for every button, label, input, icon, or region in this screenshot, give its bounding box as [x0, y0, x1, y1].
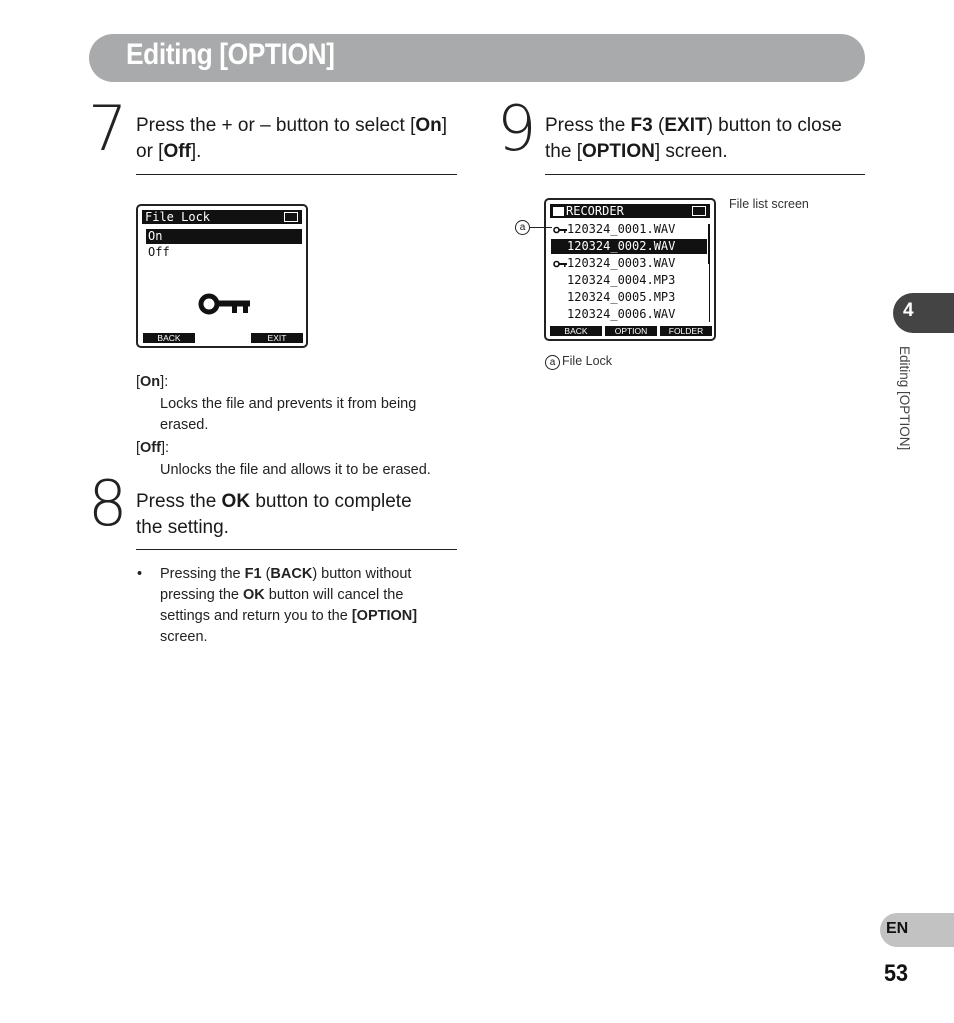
file-name: 120324_0005.MP3	[567, 290, 676, 304]
step-number-7: 7	[88, 92, 128, 165]
key-icon	[198, 292, 252, 316]
step-number-8: 8	[88, 467, 128, 540]
off-description: Unlocks the file and allows it to be erased.	[160, 462, 431, 478]
step-9-instruction: Press the F3 (EXIT) button to close the [OPTION] screen.	[545, 115, 842, 162]
file-name: 120324_0006.WAV	[567, 307, 676, 321]
scrollbar-track	[709, 264, 710, 322]
step-8-instruction: Press the OK button to complete the setting.	[136, 491, 412, 538]
lcd-folder-button[interactable]: FOLDER	[660, 326, 712, 336]
battery-icon	[692, 206, 706, 216]
file-row[interactable]	[551, 239, 707, 254]
file-lock-screen	[136, 204, 308, 348]
callout-a-line	[530, 227, 552, 228]
callout-a-marker: a	[515, 220, 530, 235]
file-name: 120324_0002.WAV	[567, 239, 676, 253]
chapter-number: 4	[903, 300, 914, 321]
file-list-title-bar	[550, 204, 710, 218]
on-label: [On]:	[136, 374, 169, 390]
scrollbar-thumb[interactable]	[708, 224, 710, 264]
file-list-caption: File list screen	[729, 197, 809, 211]
file-row[interactable]	[551, 273, 707, 288]
step-number-9: 9	[497, 92, 537, 165]
step-8-divider	[136, 549, 457, 550]
lcd-back-button[interactable]: BACK	[550, 326, 602, 336]
file-row[interactable]	[551, 256, 707, 271]
language-label: EN	[886, 920, 909, 937]
legend-a-text: File Lock	[562, 354, 613, 368]
battery-icon	[284, 212, 298, 222]
lcd-option-button[interactable]: OPTION	[605, 326, 657, 336]
lcd-exit-button[interactable]: EXIT	[251, 333, 303, 343]
file-row[interactable]	[551, 290, 707, 305]
step-8-note: Pressing the F1 (BACK) button without pressing the OK button will cancel the settings and return you to the [OPTION] screen.	[160, 566, 418, 645]
note-bullet: •	[137, 566, 143, 582]
side-section-label: Editing [OPTION]	[897, 346, 912, 451]
option-off[interactable]: Off	[148, 245, 170, 259]
file-name: 120324_0003.WAV	[567, 256, 676, 270]
legend-a-marker: a	[545, 355, 560, 370]
step-7-instruction: Press the + or – button to select [On] or [Off].	[136, 115, 448, 162]
lcd-back-button[interactable]: BACK	[143, 333, 195, 343]
file-name: 120324_0001.WAV	[567, 222, 676, 236]
lock-key-icon	[553, 260, 567, 268]
step-7-divider	[136, 174, 457, 175]
page-number: 53	[884, 960, 909, 987]
file-lock-title: File Lock	[145, 210, 211, 224]
file-row[interactable]	[551, 222, 707, 237]
page-title: Editing [OPTION]	[126, 38, 335, 71]
folder-title: RECORDER	[566, 204, 624, 218]
off-label: [Off]:	[136, 440, 170, 456]
on-description: Locks the file and prevents it from being erased.	[160, 396, 417, 433]
file-lock-title-bar	[142, 210, 302, 224]
file-row[interactable]	[551, 307, 707, 322]
folder-icon	[553, 207, 564, 216]
lock-key-icon	[553, 226, 567, 234]
file-list-screen	[544, 198, 716, 341]
file-name: 120324_0004.MP3	[567, 273, 676, 287]
step-9-divider	[545, 174, 865, 175]
option-on-selected[interactable]: On	[146, 229, 302, 244]
